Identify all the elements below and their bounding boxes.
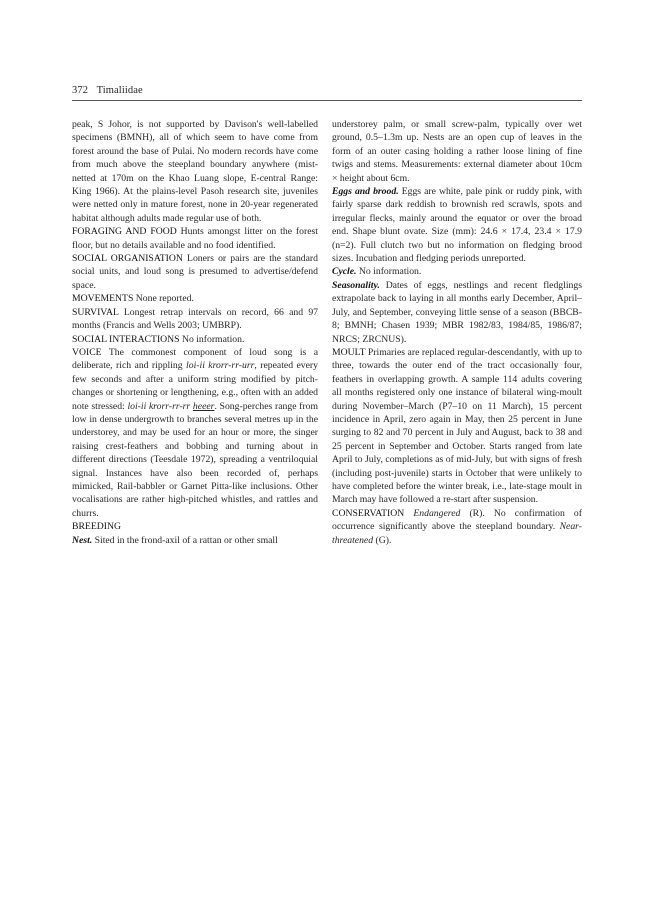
section-text: None reported. bbox=[135, 293, 194, 305]
social-organisation-section bbox=[72, 252, 318, 292]
survival-section bbox=[72, 306, 318, 333]
section-text: Loners or pairs are the standard social units, and loud song is presumed to advertise/defend space. bbox=[72, 253, 319, 291]
section-heading: SOCIAL INTERACTIONS bbox=[72, 333, 180, 345]
section-text: The commonest component of loud song is a deliberate, rich and rippling bbox=[72, 346, 319, 372]
section-heading: FORAGING AND FOOD bbox=[72, 226, 177, 238]
section-heading: VOICE bbox=[72, 346, 102, 358]
section-text: Hunts amongst litter on the forest floor, but no details available and no food identified. bbox=[72, 226, 318, 251]
song-transcription: loi-ii krorr-rr-rr bbox=[127, 400, 191, 412]
conservation-section bbox=[332, 507, 582, 547]
left-column bbox=[72, 118, 318, 547]
breeding-heading: BREEDING bbox=[72, 521, 121, 533]
section-text: Primaries are replaced regular-descendantly, with up to three, towards the outer end of the tract occasionally four, feathers in overlapping growth. A sample 114 adults covering all months registered only one instance of bilateral wing-moult during November–March (P7–10 on 11 March), 15 percent incidence in April, zero again in May, then 25 percent in June surging to 82 and 70 percent in July and August, back to 38 and 25 percent in September and October. Starts ranged from late April to July, completions as of mid-July, but with signs of fresh (including post-juvenile) starts in October that were unlikely to have completed before the winter break, i.e., late-stage moult in March may have followed a re-start after suspension. bbox=[332, 346, 583, 506]
nest-paragraph bbox=[72, 534, 318, 547]
page-number: 372 bbox=[72, 85, 89, 96]
intro-paragraph: peak, S Johor, is not supported by Davison's well-labelled specimens (BMNH), all of which seem to have come from forest around the base of Pulai. No modern records have come from much above the steepland boundary anywhere (mist-netted at 170m on the Khao Luang slope, E-central Range: King 1966). At the plains-level Pasoh research site, juveniles were netted only in mature forest, none in 20-year regenerated habitat although adults made regular use of both. bbox=[72, 119, 318, 224]
eggs-section bbox=[332, 185, 582, 265]
voice-section bbox=[72, 346, 318, 520]
section-text: No information. bbox=[358, 266, 422, 278]
seasonality-section bbox=[332, 279, 582, 346]
section-heading: SOCIAL ORGANISATION bbox=[72, 253, 183, 265]
section-text: No information. bbox=[181, 333, 245, 345]
foraging-section bbox=[72, 225, 318, 252]
header-rule bbox=[72, 100, 582, 101]
section-heading: MOULT bbox=[332, 346, 366, 358]
status-global: Near-threatened bbox=[332, 521, 582, 546]
section-text: , repeated every few seconds and after a uniform string modified by pitch-changes or shortening or lengthening, e.g., often with an added note stressed: bbox=[72, 360, 318, 412]
section-text: Dates of eggs, nestlings and recent fledglings extrapolate back to laying in all months early December, April–July, and September, conveying little sense of a season (BBCB-8; BMNH; Chasen 1939; MBR 1982/83, 1984/85, 1986/87; NRCS; ZRCNUS). bbox=[332, 279, 582, 345]
section-text: (G). bbox=[373, 534, 392, 546]
running-header bbox=[72, 85, 582, 96]
section-heading: SURVIVAL bbox=[72, 306, 119, 318]
eggs-label: Eggs and brood. bbox=[332, 186, 399, 198]
cycle-section bbox=[332, 265, 582, 278]
nest-continued: understorey palm, or small screw-palm, typically over wet ground, 0.5–1.3m up. Nests are an open cup of leaves in the form of an outer casing holding a rather loose lining of fine twigs and stems. Measurements: external diameter about 10cm × height about 6cm. bbox=[332, 119, 582, 184]
movements-section bbox=[72, 292, 318, 305]
song-transcription: loi-ii krorr-rr-urr bbox=[186, 360, 255, 372]
status-regional: Endangered bbox=[413, 507, 461, 519]
section-heading: CONSERVATION bbox=[332, 507, 405, 519]
right-column bbox=[332, 118, 582, 547]
nest-label: Nest. bbox=[72, 534, 93, 546]
section-text: (R). No confirmation of occurrence significantly above the steepland boundary. bbox=[332, 507, 582, 533]
moult-section bbox=[332, 346, 582, 507]
cycle-label: Cycle. bbox=[332, 266, 357, 278]
seasonality-label: Seasonality. bbox=[332, 279, 380, 291]
social-interactions-section bbox=[72, 333, 318, 346]
section-text: Sited in the frond-axil of a rattan or other small bbox=[94, 534, 278, 546]
section-text: Longest retrap intervals on record, 66 and 97 months (Francis and Wells 2003; UMBRP). bbox=[72, 306, 319, 332]
section-text: Eggs are white, pale pink or ruddy pink, with fairly sparse dark reddish to brownish red scrawls, spots and irregular flecks, mainly around the equator or over the broad end. Shape blunt ovate. Size (mm): 24.6 × 17.4, 23.4 × 17.9 (n=2). Full clutch two but no information on fledging brood sizes. Incubation and fledging periods unreported. bbox=[332, 186, 583, 265]
family-name: Timaliidae bbox=[96, 85, 143, 96]
section-text: . Song-perches range from low in dense undergrowth to branches several metres up in the understorey, and may be used for an hour or more, the singer raising crest-feathers and bobbing and turning about in different directions (Teesdale 1972), spreading a ventriloquial signal. Instances have also been recorded of, perhaps mimicked, Rail-babbler or Garnet Pitta-like inclusions. Other vocalisations are rather high-pitched whistles, and rattles and churrs. bbox=[72, 400, 319, 519]
song-transcription-stressed: heeer bbox=[192, 400, 215, 412]
section-heading: MOVEMENTS bbox=[72, 293, 134, 305]
